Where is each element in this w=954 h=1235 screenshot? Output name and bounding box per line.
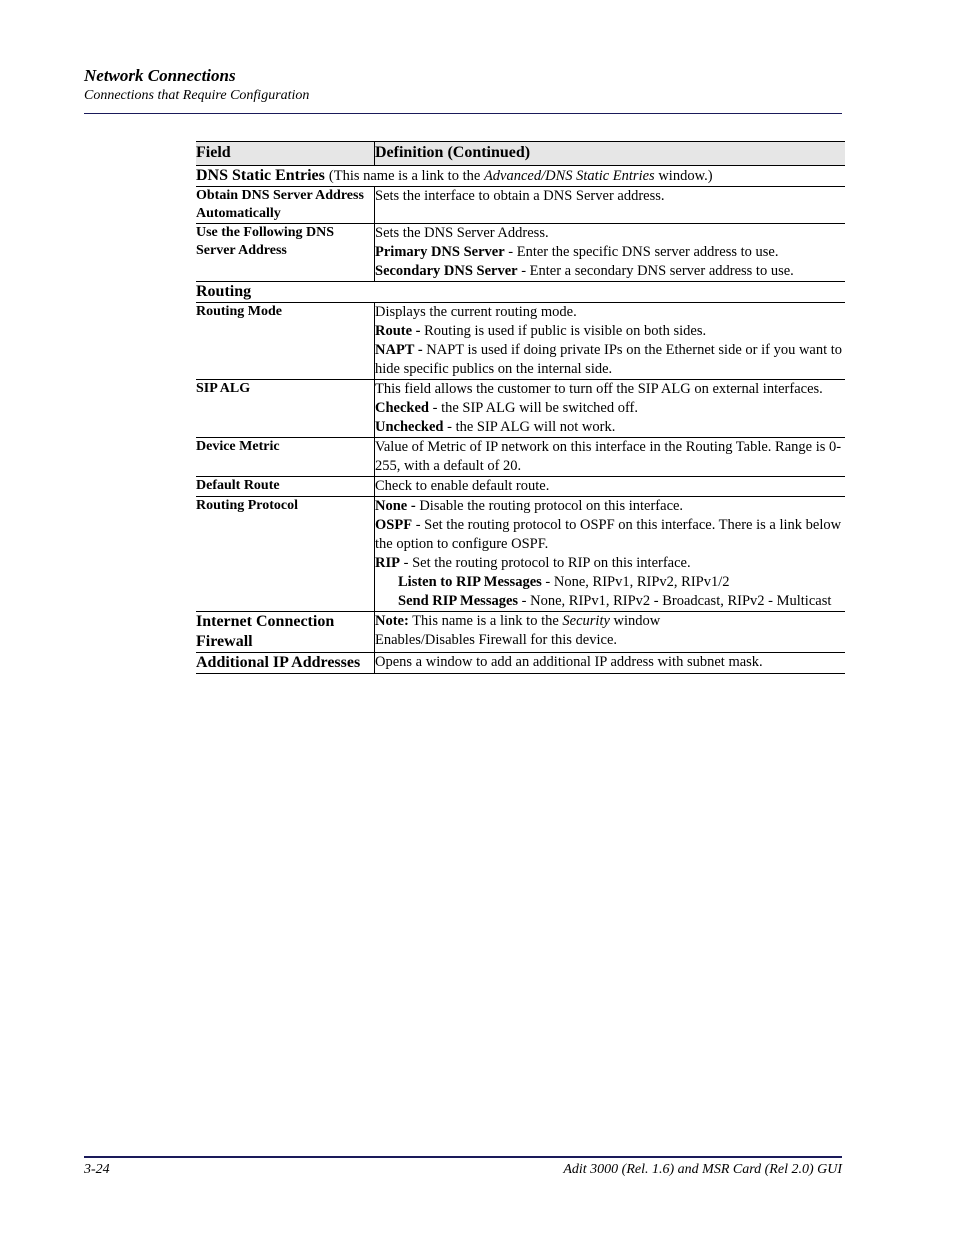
page-number: 3-24: [84, 1162, 110, 1177]
table-row: [196, 438, 845, 477]
dns-section-row: [196, 166, 845, 187]
table-row: [196, 224, 845, 282]
def-default-route: Check to enable default route.: [375, 477, 846, 497]
table-row: [196, 303, 845, 380]
field-default-route: Default Route: [196, 477, 375, 497]
def-line: Primary DNS Server - Enter the specific DNS server address to use.: [375, 244, 779, 260]
definition-column-header: Definition (Continued): [375, 142, 846, 166]
routing-section-heading: Routing: [196, 282, 845, 303]
def-firewall: [375, 612, 846, 653]
def-line: OSPF - Set the routing protocol to OSPF on this interface. There is a link below the option to configure OSPF.: [375, 517, 842, 552]
def-line: Listen to RIP Messages - None, RIPv1, RIPv2, RIPv1/2: [398, 574, 730, 590]
def-line: None - Disable the routing protocol on this interface.: [375, 498, 684, 514]
def-line: Sets the DNS Server Address.: [375, 225, 549, 241]
def-line: Displays the current routing mode.: [375, 304, 577, 320]
def-routing-mode: [375, 303, 846, 380]
field-obtain-dns: Obtain DNS Server Address Automatically: [196, 187, 375, 224]
table-row: [196, 612, 845, 653]
field-routing-protocol: Routing Protocol: [196, 497, 375, 612]
field-firewall: Internet Connection Firewall: [196, 612, 375, 653]
dns-link-text: Advanced/DNS Static Entries: [483, 168, 655, 184]
definition-table: [196, 141, 845, 674]
def-routing-protocol: [375, 497, 846, 612]
def-line: NAPT - NAPT is used if doing private IPs on the Ethernet side or if you want to hide specific publics on the internal side.: [375, 342, 843, 377]
routing-section-row: [196, 282, 845, 303]
def-device-metric: Value of Metric of IP network on this interface in the Routing Table. Range is 0-255, with a default of 20.: [375, 438, 846, 477]
def-obtain-dns: Sets the interface to obtain a DNS Server address.: [375, 187, 846, 224]
field-use-dns: Use the Following DNS Server Address: [196, 224, 375, 282]
def-line: Send RIP Messages - None, RIPv1, RIPv2 - Broadcast, RIPv2 - Multicast: [398, 593, 832, 609]
field-column-header: Field: [196, 142, 375, 166]
def-line: Secondary DNS Server - Enter a secondary DNS server address to use.: [375, 263, 794, 279]
table-header-row: [196, 142, 845, 166]
def-line: This field allows the customer to turn off the SIP ALG on external interfaces.: [375, 381, 823, 397]
page-section-title: Network Connections: [84, 66, 236, 85]
def-additional-ip: Opens a window to add an additional IP address with subnet mask.: [375, 653, 846, 674]
table-row: [196, 380, 845, 438]
table-row: [196, 653, 845, 674]
document-title: Adit 3000 (Rel. 1.6) and MSR Card (Rel 2.0) GUI: [563, 1162, 842, 1177]
table-row: [196, 477, 845, 497]
security-link-text: Security: [562, 613, 610, 629]
def-use-dns: [375, 224, 846, 282]
field-additional-ip: Additional IP Addresses: [196, 653, 375, 674]
table-row: [196, 497, 845, 612]
def-line: Route - Routing is used if public is visible on both sides.: [375, 323, 707, 339]
table-row: [196, 187, 845, 224]
page-subsection-title: Connections that Require Configuration: [84, 88, 310, 103]
def-line: Note: This name is a link to the Security window: [375, 613, 661, 629]
def-sip-alg: [375, 380, 846, 438]
field-routing-mode: Routing Mode: [196, 303, 375, 380]
def-line: Unchecked - the SIP ALG will not work.: [375, 419, 616, 435]
field-sip-alg: SIP ALG: [196, 380, 375, 438]
dns-section-heading: DNS Static Entries (This name is a link to the Advanced/DNS Static Entries window.): [196, 166, 845, 187]
def-line: Checked - the SIP ALG will be switched off.: [375, 400, 639, 416]
def-line: RIP - Set the routing protocol to RIP on this interface.: [375, 555, 691, 571]
def-line: Enables/Disables Firewall for this device.: [375, 632, 618, 648]
header-divider: [84, 113, 842, 114]
footer-divider: [84, 1156, 842, 1158]
field-device-metric: Device Metric: [196, 438, 375, 477]
